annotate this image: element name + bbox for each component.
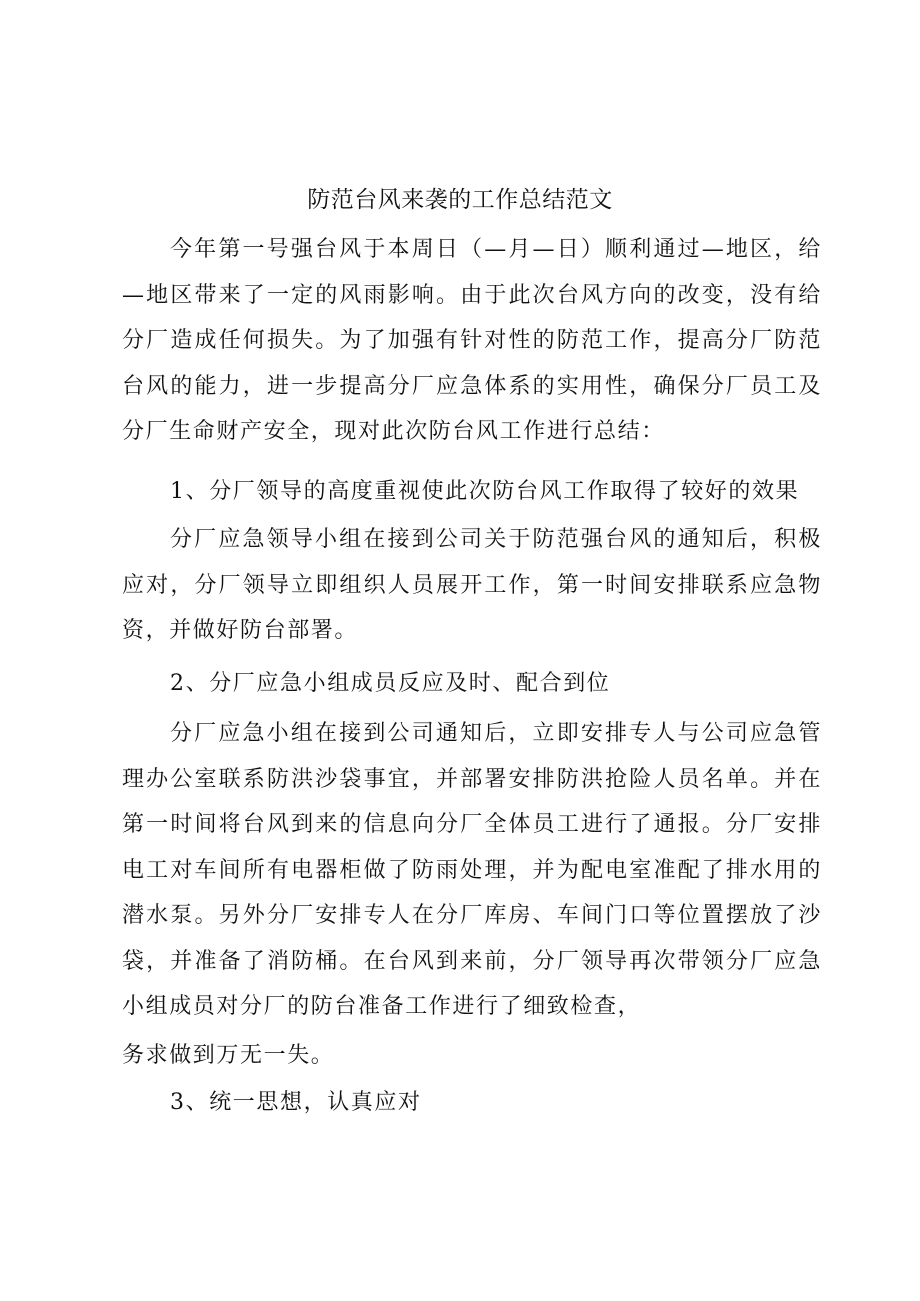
section-1-paragraph: 分厂应急领导小组在接到公司关于防范强台风的通知后，积极应对，分厂领导立即组织人员展开工作，第一时间安排联系应急物资，并做好防台部署。	[122, 527, 822, 643]
section-1-heading: 1、分厂领导的高度重视使此次防台风工作取得了较好的效果	[170, 479, 800, 504]
section-2-heading: 2、分厂应急小组成员反应及时、配合到位	[170, 671, 611, 696]
section-3-heading: 3、统一思想，认真应对	[170, 1090, 422, 1115]
document-title: 防范台风来袭的工作总结范文	[307, 187, 613, 213]
intro-paragraph: 今年第一号强台风于本周日（—月—日）顺利通过—地区，给—地区带来了一定的风雨影响。由于此次台风方向的改变，没有给分厂造成任何损失。为了加强有针对性的防范工作，提高分厂防范台风的能力，进一步提高分厂应急体系的实用性，确保分厂员工及分厂生命财产安全，现对此次防台风工作进行总结：	[122, 237, 822, 444]
section-2-closing-line: 务求做到万无一失。	[122, 1043, 335, 1068]
section-2-paragraph: 分厂应急小组在接到公司通知后，立即安排专人与公司应急管理办公室联系防洪沙袋事宜，并部署安排防洪抢险人员名单。并在第一时间将台风到来的信息向分厂全体员工进行了通报。分厂安排电工对车间所有电器柜做了防雨处理，并为配电室准配了排水用的潜水泵。另外分厂安排专人在分厂库房、车间门口等位置摆放了沙袋，并准备了消防桶。在台风到来前，分厂领导再次带领分厂应急小组成员对分厂的防台准备工作进行了细致检查，	[122, 721, 822, 1019]
